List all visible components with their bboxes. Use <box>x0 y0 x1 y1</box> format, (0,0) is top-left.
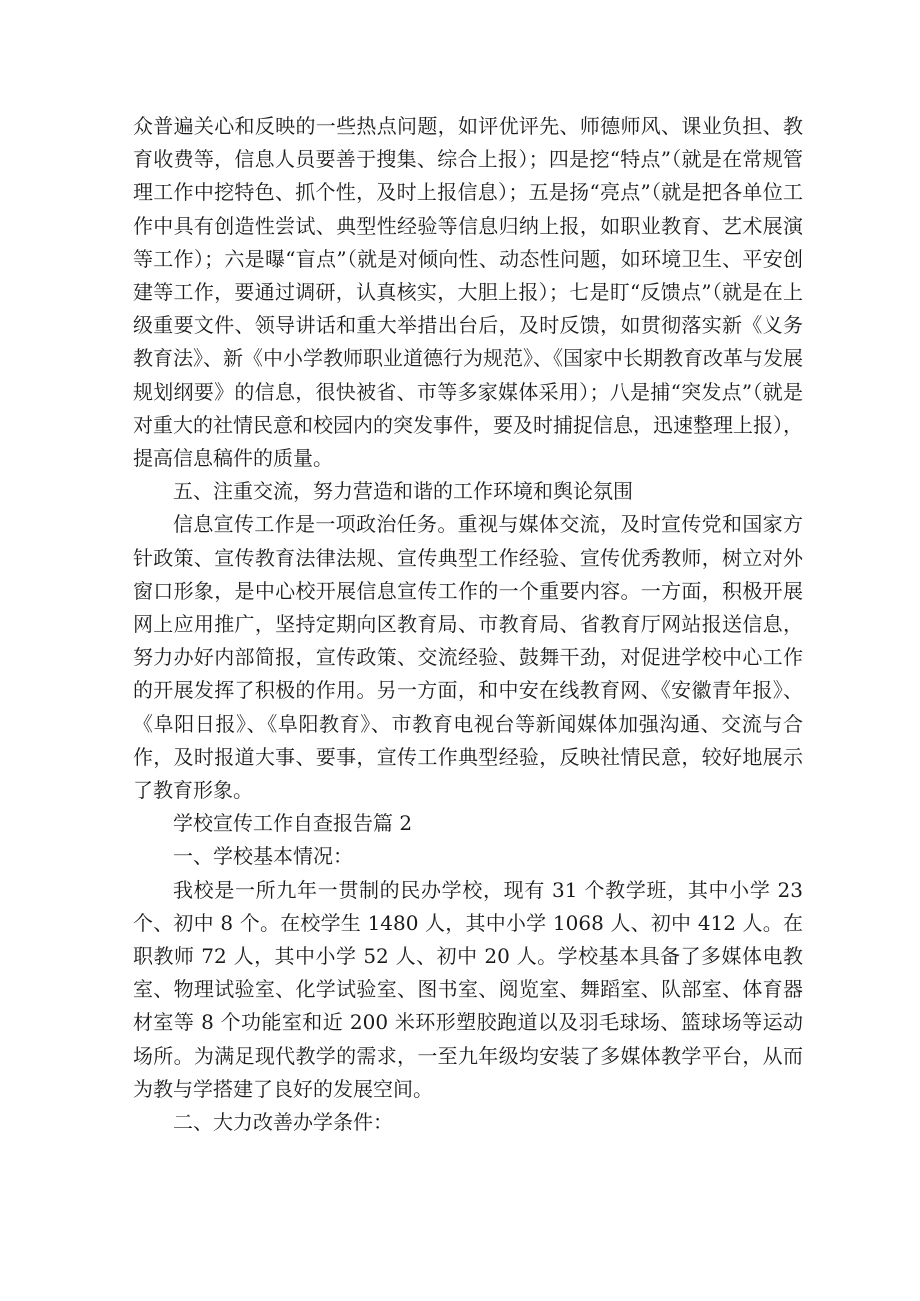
paragraph-school-basics: 我校是一所九年一贯制的民办学校，现有 31 个教学班，其中小学 23 个、初中 8 个。在校学生 1480 人，其中小学 1068 人、初中 412 人。在职教师 72 人，其中小学 52 人、初中 20 人。学校基本具备了多媒体电教室、物理试验室、化学试验室、图书室、阅览室、舞蹈室、队部室、体育器材室等 8 个功能室和近 200 米环形塑胶跑道以及羽毛球场、篮球场等运动场所。为满足现代教学的需求，一至九年级均安装了多媒体教学平台，从而为教与学搭建了良好的发展空间。 <box>133 877 803 1101</box>
section-heading-five: 五、注重交流，努力营造和谐的工作环境和舆论氛围 <box>173 479 633 504</box>
section-heading-school-basics: 一、学校基本情况： <box>173 844 353 869</box>
paragraph-continued: 众普遍关心和反映的一些热点问题，如评优评先、师德师风、课业负担、教育收费等，信息人员要善于搜集、综合上报）；四是挖“特点”（就是在常规管理工作中挖特色、抓个性，及时上报信息）；五是扬“亮点”（就是把各单位工作中具有创造性尝试、典型性经验等信息归纳上报，如职业教育、艺术展演等工作）；六是曝“盲点”（就是对倾向性、动态性问题，如环境卫生、平安创建等工作，要通过调研，认真核实，大胆上报）；七是盯“反馈点”（就是在上级重要文件、领导讲话和重大举措出台后，及时反馈，如贯彻落实新《义务教育法》、新《中小学教师职业道德行为规范》、《国家中长期教育改革与发展规划纲要》的信息，很快被省、市等多家媒体采用）；八是捕“突发点”（就是对重大的社情民意和校园内的突发事件，要及时捕捉信息，迅速整理上报），提高信息稿件的质量。 <box>133 114 803 471</box>
paragraph-media-exchange: 信息宣传工作是一项政治任务。重视与媒体交流，及时宣传党和国家方针政策、宣传教育法律法规、宣传典型工作经验、宣传优秀教师，树立对外窗口形象，是中心校开展信息宣传工作的一个重要内容。一方面，积极开展网上应用推广，坚持定期向区教育局、市教育局、省教育厅网站报送信息，努力办好内部简报，宣传政策、交流经验、鼓舞干劲，对促进学校中心工作的开展发挥了积极的作用。另一方面，和中安在线教育网、《安徽青年报》、《阜阳日报》、《阜阳教育》、市教育电视台等新闻媒体加强沟通、交流与合作，及时报道大事、要事，宣传工作典型经验，反映社情民意，较好地展示了教育形象。 <box>133 512 803 803</box>
report-title-part-2: 学校宣传工作自查报告篇 2 <box>173 811 413 836</box>
section-heading-improve-conditions: 二、大力改善办学条件： <box>173 1110 393 1135</box>
document-body <box>133 110 803 1139</box>
